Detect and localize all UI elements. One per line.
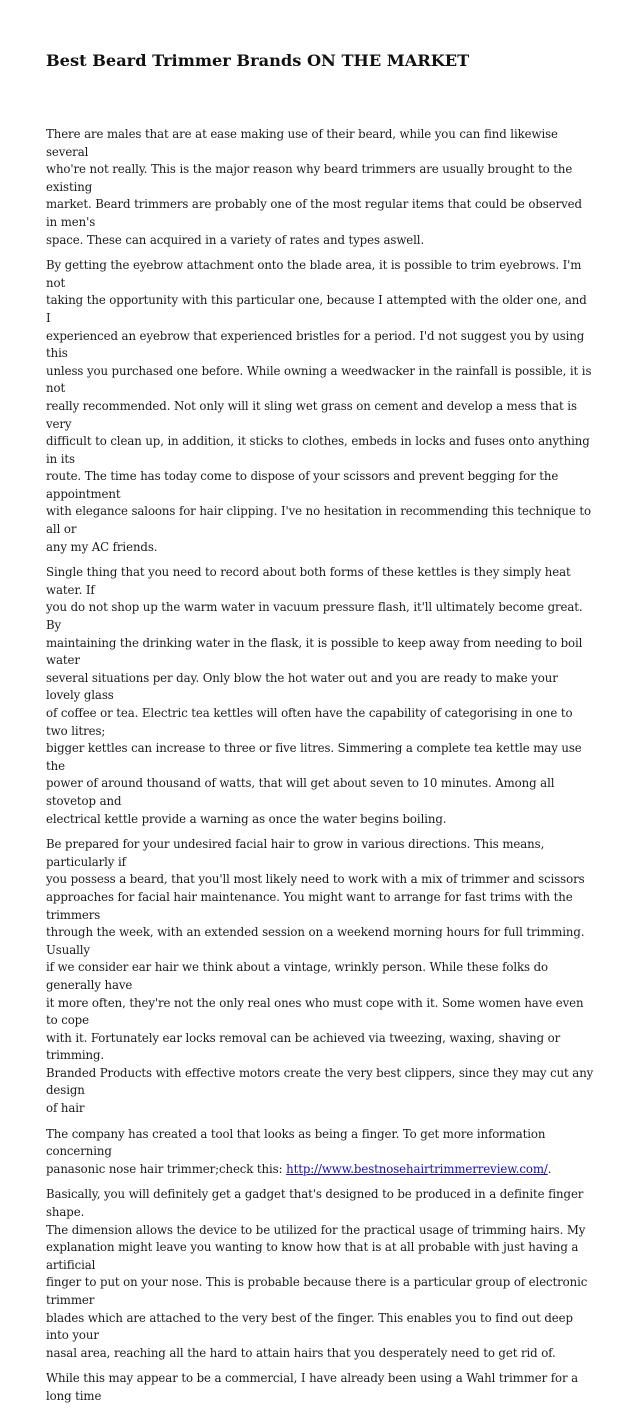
text-line: approaches for facial hair maintenance. You might want to arrange for fast trims with the trimmers: [46, 889, 573, 922]
text-line: really recommended. Not only will it sling wet grass on cement and develop a mess that is very: [46, 398, 577, 431]
paragraph-6: [46, 1186, 594, 1362]
paragraph-2: [46, 257, 594, 556]
text-line: nasal area, reaching all the hard to attain hairs that you desperately need to get rid of.: [46, 1345, 556, 1360]
text-line: maintaining the drinking water in the flask, it is possible to keep away from needing to boil water: [46, 635, 583, 668]
text-line: you possess a beard, that you'll most likely need to work with a mix of trimmer and scissors: [46, 872, 585, 887]
text-line: Single thing that you need to record about both forms of these kettles is they simply heat water. If: [46, 565, 571, 597]
text-line: through the week, with an extended session on a weekend morning hours for full trimming. Usually: [46, 925, 585, 957]
text-line: Be prepared for your undesired facial hair to grow in various directions. This means, particularly if: [46, 837, 545, 869]
text-line: if we consider ear hair we think about a vintage, wrinkly person. While these folks do generally have: [46, 960, 548, 992]
text-line: several situations per day. Only blow the hot water out and you are ready to make your lovely glass: [46, 670, 558, 703]
text-line: taking the opportunity with this particular one, because I attempted with the older one, and I: [46, 293, 587, 325]
text-line: of coffee or tea. Electric tea kettles will often have the capability of categorising in one to two litres;: [46, 706, 573, 738]
text-line: bigger kettles can increase to three or five litres. Simmering a complete tea kettle may use the: [46, 741, 582, 773]
text-line: electrical kettle provide a warning as once the water begins boiling.: [46, 811, 447, 826]
paragraph-1: [46, 126, 594, 249]
link-suffix-text: .: [547, 1161, 552, 1176]
text-line: unless you purchased one before. While owning a weedwacker in the rainfall is possible, it is not: [46, 363, 592, 396]
link-prefix-text: panasonic nose hair trimmer;check this:: [46, 1161, 287, 1176]
text-line: experienced an eyebrow that experienced bristles for a period. I'd not suggest you by using this: [46, 328, 585, 361]
text-line: blades which are attached to the very best of the finger. This enables you to find out deep into your: [46, 1310, 573, 1343]
paragraph-7: [46, 1370, 594, 1405]
text-line: difficult to clean up, in addition, it sticks to clothes, embeds in locks and fuses onto anything in its: [46, 434, 590, 466]
text-line: While this may appear to be a commercial, I have already been using a Wahl trimmer for a long time: [46, 1371, 579, 1403]
text-line: market. Beard trimmers are probably one of the most regular items that could be observed in men's: [46, 197, 582, 229]
page-title: Best Beard Trimmer Brands ON THE MARKET: [46, 51, 470, 70]
paragraph-3: [46, 564, 594, 828]
text-line: explanation might leave you wanting to know how that is at all probable with just having a artificial: [46, 1240, 579, 1272]
text-line: route. The time has today come to dispose of your scissors and prevent begging for the appointment: [46, 469, 559, 501]
text-line: space. These can acquired in a variety of rates and types aswell.: [46, 232, 425, 247]
text-line: who're not really. This is the major reason why beard trimmers are usually brought to the existing: [46, 162, 573, 194]
paragraph-4: [46, 836, 594, 1118]
text-line: power of around thousand of watts, that will get about seven to 10 minutes. Among all stovetop and: [46, 776, 555, 808]
article-body: [46, 126, 594, 1414]
text-line: you do not shop up the warm water in vacuum pressure flash, it'll ultimately become great. By: [46, 600, 583, 633]
text-line: By getting the eyebrow attachment onto the blade area, it is possible to trim eyebrows. I'm not: [46, 258, 582, 290]
text-line: Branded Products with effective motors create the very best clippers, since they may cut any design: [46, 1065, 594, 1098]
paragraph-5: [46, 1126, 594, 1179]
text-line: it more often, they're not the only real ones who must cope with it. Some women have even to cope: [46, 995, 584, 1028]
text-line: Basically, you will definitely get a gadget that's designed to be produced in a definite finger shape.: [46, 1187, 584, 1220]
text-line: any my AC friends.: [46, 539, 158, 554]
review-site-link[interactable]: http://www.bestnosehairtrimmerreview.com/: [286, 1161, 548, 1176]
text-line: with it. Fortunately ear locks removal can be achieved via tweezing, waxing, shaving or trimming.: [46, 1030, 561, 1063]
text-line: The dimension allows the device to be utilized for the practical usage of trimming hairs. My: [46, 1222, 586, 1237]
text-line: of hair: [46, 1101, 85, 1116]
text-line: finger to put on your nose. This is probable because there is a particular group of electronic trimmer: [46, 1275, 588, 1307]
text-line: with elegance saloons for hair clipping. I've no hesitation in recommending this technique to all or: [46, 504, 591, 537]
text-line: The company has created a tool that looks as being a finger. To get more information concerning: [46, 1126, 546, 1159]
text-line: There are males that are at ease making use of their beard, while you can find likewise several: [46, 127, 558, 159]
